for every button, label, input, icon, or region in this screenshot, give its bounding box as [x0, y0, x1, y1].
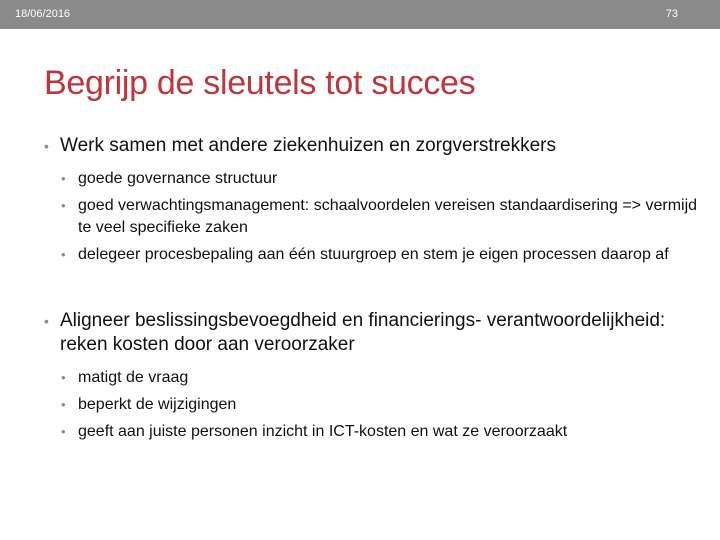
sub-bullet-item: [61, 195, 704, 239]
slide-header-bar: [0, 0, 720, 29]
sub-bullet-text: geeft aan juiste personen inzicht in ICT-kosten en wat ze veroorzaakt: [78, 423, 568, 440]
bullet-dot-icon: •: [61, 198, 66, 213]
sub-bullet-item: [61, 394, 704, 416]
bullet-group-2: [44, 309, 704, 443]
slide-date: 18/06/2016: [15, 8, 71, 20]
bullet-text: Aligneer beslissingsbevoegdheid en financierings- verantwoordelijkheid: reken kosten door aan veroorzaker: [60, 310, 666, 355]
bullet-dot-icon: •: [61, 424, 66, 439]
sub-bullet-text: delegeer procesbepaling aan één stuurgroep en stem je eigen processen daarop af: [78, 246, 669, 263]
bullet-dot-icon: •: [61, 370, 66, 385]
sub-bullet-item: [61, 168, 704, 190]
bullet-dot-icon: •: [61, 171, 66, 186]
sub-bullet-item: [61, 421, 704, 443]
bullet-dot-icon: •: [61, 247, 66, 262]
bullet-dot-icon: •: [44, 138, 49, 154]
bullet-item: [44, 134, 704, 158]
slide-title: Begrijp de sleutels tot succes: [44, 64, 476, 102]
sub-bullet-text: beperkt de wijzigingen: [78, 396, 237, 413]
bullet-item: [44, 309, 704, 357]
slide-page-number: 73: [665, 8, 678, 20]
sub-bullet-text: matigt de vraag: [78, 369, 189, 386]
slide-content: [44, 134, 704, 448]
sub-bullet-item: [61, 367, 704, 389]
bullet-text: Werk samen met andere ziekenhuizen en zorgverstrekkers: [60, 135, 556, 156]
sub-bullet-list: [44, 168, 704, 266]
bullet-group-1: [44, 134, 704, 266]
sub-bullet-text: goed verwachtingsmanagement: schaalvoordelen vereisen standaardisering => vermijd te veel specifieke zaken: [78, 197, 698, 236]
bullet-dot-icon: •: [44, 313, 49, 329]
sub-bullet-list: [44, 367, 704, 443]
bullet-dot-icon: •: [61, 397, 66, 412]
sub-bullet-text: goede governance structuur: [78, 170, 278, 187]
sub-bullet-item: [61, 244, 704, 266]
